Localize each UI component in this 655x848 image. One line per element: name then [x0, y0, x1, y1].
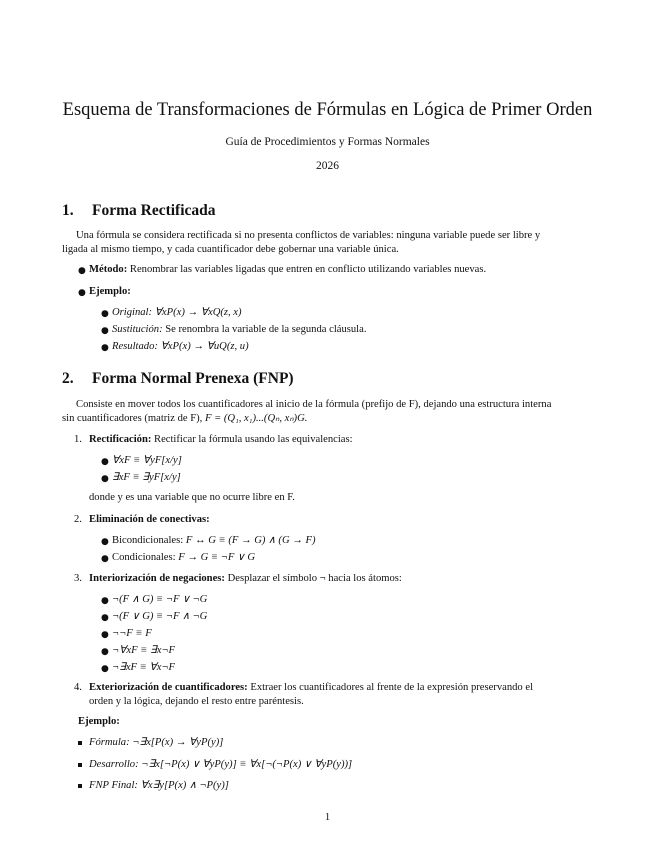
section-2-number: 2.: [62, 370, 74, 387]
step-2: Eliminación de conectivas:: [89, 514, 210, 525]
step-1: Rectificación: Rectificar la fórmula usando las equivalencias:: [89, 434, 353, 445]
bullet-icon: ●: [101, 326, 109, 336]
step-1-item-1: ∀xF ≡ ∀yF[x/y]: [112, 455, 182, 466]
section-1-intro-line2: ligada al mismo tiempo, y cada cuantificador debe gobernar una variable única.: [62, 244, 399, 255]
section-1-intro-line1: Una fórmula se considera rectificada si no presenta conflictos de variables: ninguna variable puede ser libre y: [76, 230, 541, 241]
step-3-number: 3.: [74, 573, 82, 584]
example-sustitucion: Sustitución: Se renombra la variable de la segunda cláusula.: [112, 324, 367, 335]
step-1-note: donde y es una variable que no ocurre libre en F.: [89, 492, 295, 503]
step-4-number: 4.: [74, 682, 82, 693]
bullet-icon: ●: [101, 457, 109, 467]
example-desarrollo: Desarrollo: ¬∃x[¬P(x) ∨ ∀yP(y)] ≡ ∀x[¬(¬P(x) ∨ ∀yP(y))]: [89, 759, 353, 770]
ejemplo-label-2: Ejemplo:: [78, 716, 120, 727]
document-year: 2026: [316, 160, 339, 172]
bullet-icon: ●: [101, 596, 109, 606]
bullet-icon: ●: [101, 309, 109, 319]
section-1-heading: [62, 201, 216, 222]
example-original: Original: ∀xP(x) → ∀xQ(z, x): [112, 307, 242, 318]
bullet-icon: ●: [101, 474, 109, 484]
step-2-item-2: Condicionales: F → G ≡ ¬F ∨ G: [112, 552, 255, 563]
step-3: Interiorización de negaciones: Desplazar el símbolo ¬ hacia los átomos:: [89, 573, 402, 584]
step-3-item-5: ¬∃xF ≡ ∀x¬F: [112, 662, 176, 673]
step-2-item-1: Bicondicionales: F ↔ G ≡ (F → G) ∧ (G → F): [112, 535, 316, 546]
bullet-icon: ●: [78, 266, 86, 276]
step-3-item-3: ¬¬F ≡ F: [112, 628, 152, 639]
bullet-icon: ●: [101, 630, 109, 640]
bullet-icon: ●: [101, 613, 109, 623]
example-resultado: Resultado: ∀xP(x) → ∀uQ(z, u): [112, 341, 249, 352]
example-fnp-final: FNP Final: ∀x∃y[P(x) ∧ ¬P(y)]: [89, 780, 229, 791]
bullet-icon: ●: [78, 288, 86, 298]
section-1-number: 1.: [62, 202, 74, 219]
bullet-icon: ●: [101, 537, 109, 547]
bullet-icon: ●: [101, 664, 109, 674]
document-subtitle: Guía de Procedimientos y Formas Normales: [225, 136, 430, 148]
metodo-item: [89, 263, 486, 277]
section-2-intro-line1: Consiste en mover todos los cuantificadores al inicio de la fórmula (prefijo de F), dejando una estructura interna: [76, 399, 552, 410]
step-3-item-4: ¬∀xF ≡ ∃x¬F: [112, 645, 176, 656]
step-4-line1: Exteriorización de cuantificadores: Extraer los cuantificadores al frente de la expresión preservando el: [89, 682, 534, 693]
bullet-icon: ●: [101, 343, 109, 353]
square-bullet-icon: [78, 784, 82, 788]
square-bullet-icon: [78, 741, 82, 745]
step-2-number: 2.: [74, 514, 82, 525]
section-1-title: Forma Rectificada: [92, 202, 216, 219]
section-2-heading: [62, 369, 294, 390]
ejemplo-label-1: Ejemplo:: [89, 286, 131, 297]
section-2-title: Forma Normal Prenexa (FNP): [92, 370, 294, 387]
square-bullet-icon: [78, 763, 82, 767]
bullet-icon: ●: [101, 647, 109, 657]
metodo-label: Método:: [89, 264, 128, 275]
metodo-text: Renombrar las variables ligadas que entren en conflicto utilizando variables nuevas.: [129, 264, 487, 275]
section-2-intro-line2: sin cuantificadores (matriz de F), F = (Q₁, x₁)...(Qₙ, xₙ)G.: [62, 413, 308, 424]
bullet-icon: ●: [101, 554, 109, 564]
step-4-line2: orden y la lógica, dejando el resto entre paréntesis.: [89, 696, 304, 707]
step-3-item-1: ¬(F ∧ G) ≡ ¬F ∨ ¬G: [112, 594, 208, 605]
page-number: 1: [324, 812, 331, 823]
example-formula: Fórmula: ¬∃x[P(x) → ∀yP(y)]: [89, 737, 224, 748]
step-1-number: 1.: [74, 434, 82, 445]
step-3-item-2: ¬(F ∨ G) ≡ ¬F ∧ ¬G: [112, 611, 208, 622]
document-title: Esquema de Transformaciones de Fórmulas en Lógica de Primer Orden: [62, 100, 593, 120]
step-1-item-2: ∃xF ≡ ∃yF[x/y]: [112, 472, 181, 483]
